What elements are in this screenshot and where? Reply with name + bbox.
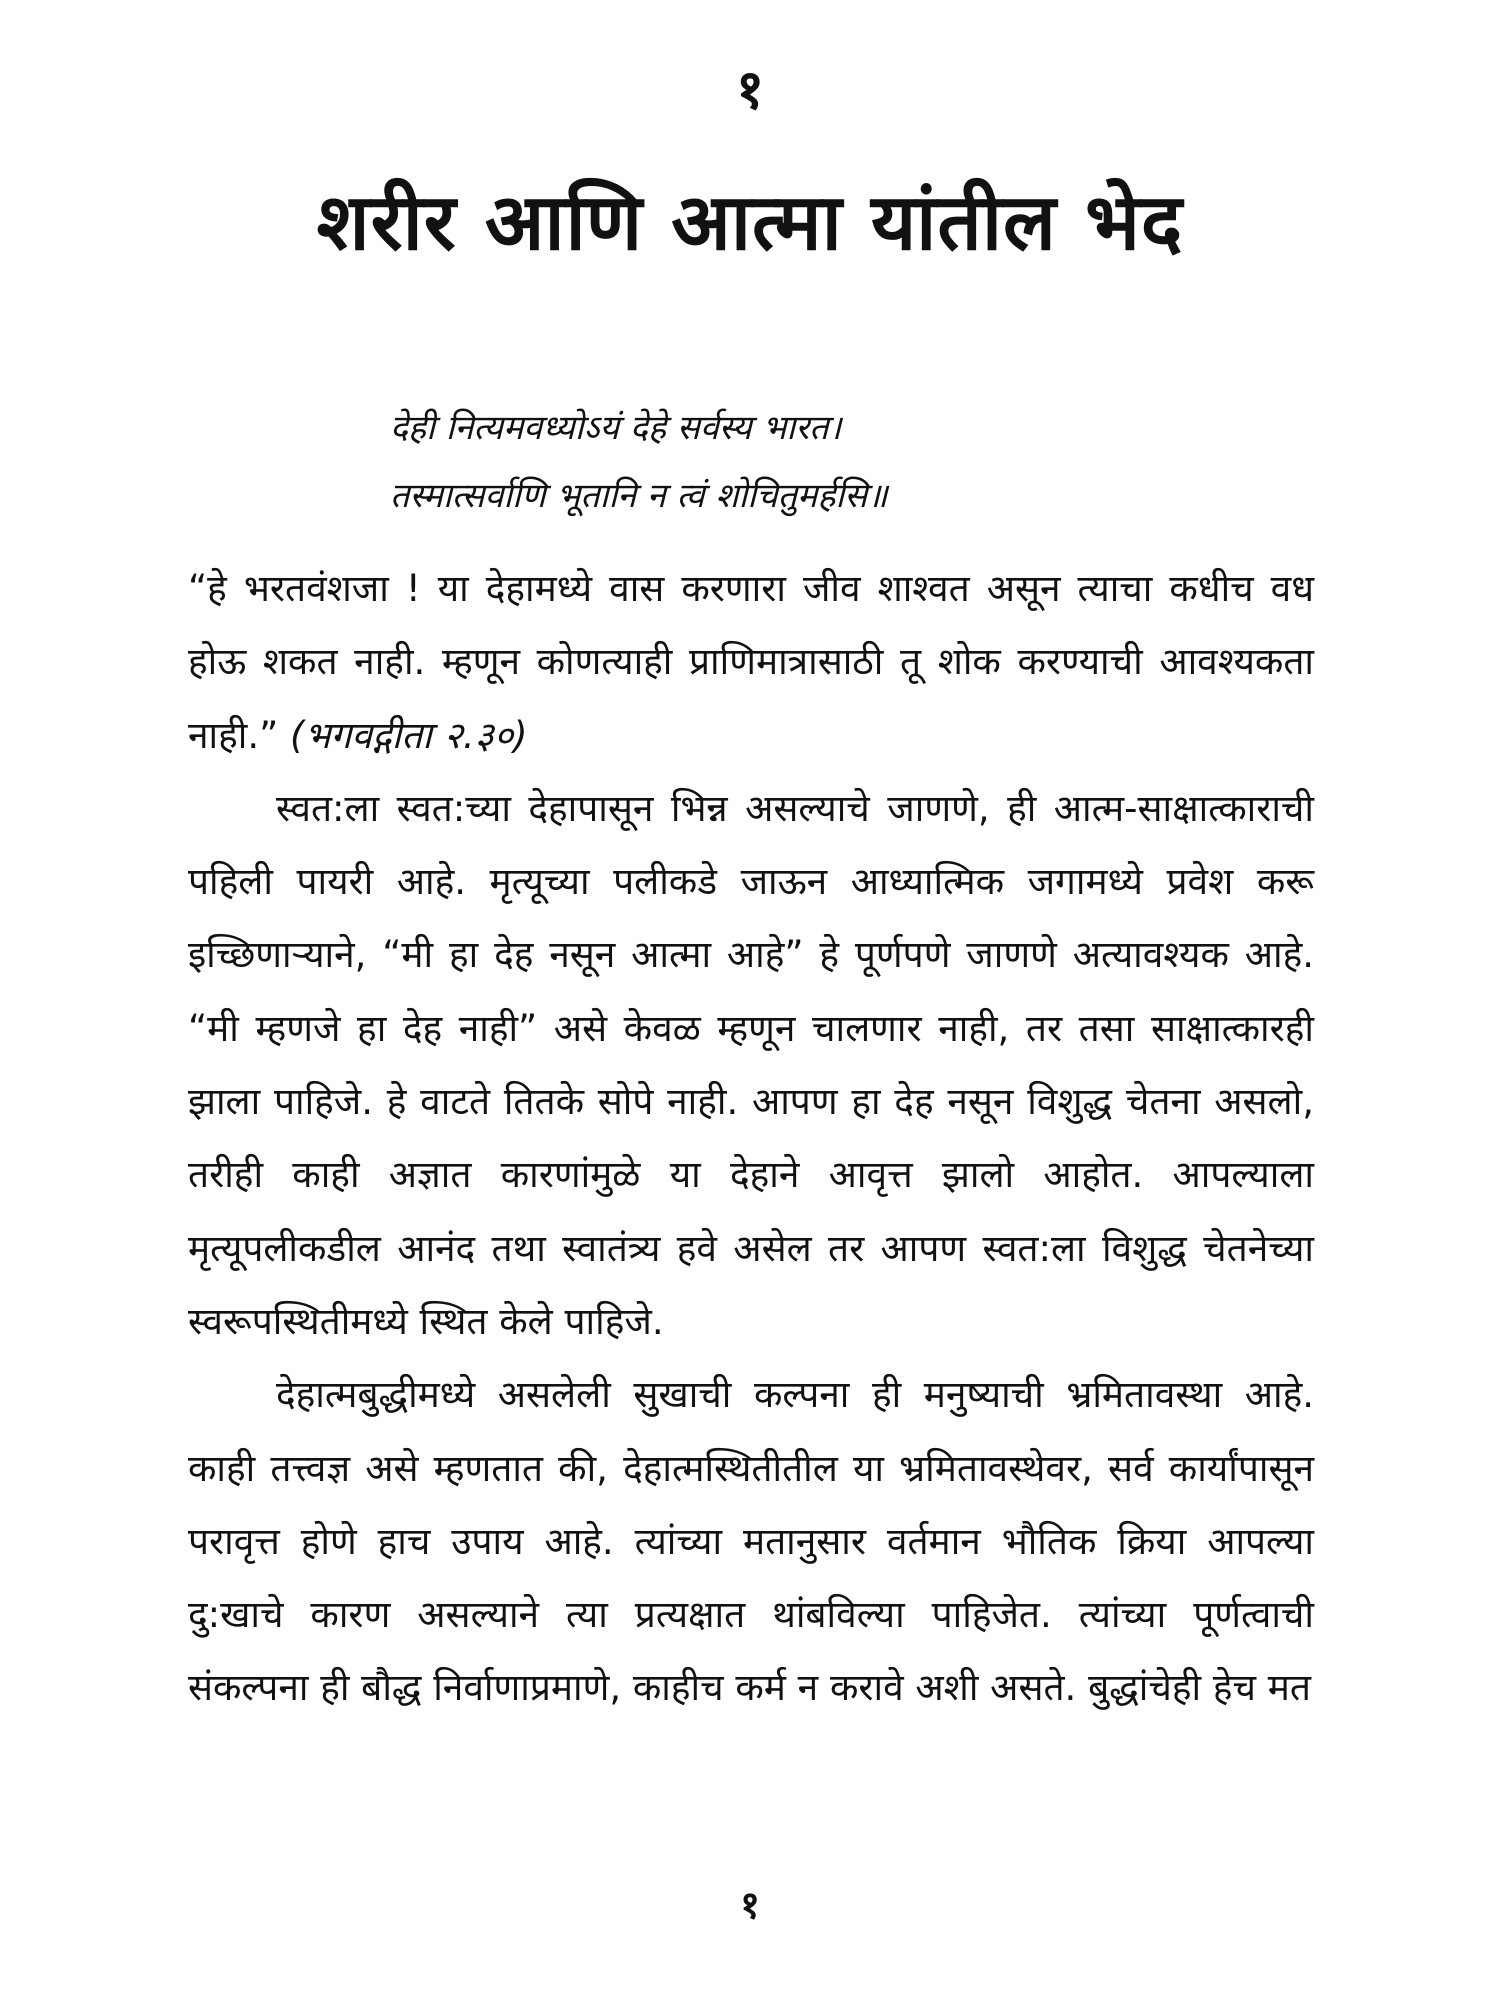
chapter-number: १ bbox=[735, 58, 765, 121]
body-text bbox=[188, 552, 1314, 1725]
translation-text: “हे भरतवंशजा ! या देहामध्ये वास करणारा जीव शाश्वत असून त्याचा कधीच वध होऊ शकत नाही. म्हणून कोणत्याही प्राणिमात्रासाठी तू शोक करण्याची आवश्यकता नाही.” bbox=[188, 567, 1314, 757]
page-number: १ bbox=[740, 1883, 760, 1927]
verse-line-2: तस्मात्सर्वाणि भूतानि न त्वं शोचितुमर्हसि॥ bbox=[390, 476, 888, 516]
chapter-title: शरीर आणि आत्मा यांतील भेद bbox=[316, 178, 1184, 268]
paragraph-2: देहात्मबुद्धीमध्ये असलेली सुखाची कल्पना ही मनुष्याची भ्रमितावस्था आहे. काही तत्त्वज्ञ असे म्हणतात की, देहात्मस्थितीतील या भ्रमितावस्थेवर, सर्व कार्यांपासून परावृत्त होणे हाच उपाय आहे. त्यांच्या मतानुसार वर्तमान भौतिक क्रिया आपल्या दु:खाचे कारण असल्याने त्या प्रत्यक्षात थांबविल्या पाहिजेत. त्यांच्या पूर्णत्वाची संकल्पना ही बौद्ध निर्वाणाप्रमाणे, काहीच कर्म न करावे अशी असते. बुद्धांचेही हेच मत bbox=[188, 1373, 1314, 1710]
verse-line-1: देही नित्यमवध्योऽयं देहे सर्वस्य भारत। bbox=[390, 408, 842, 448]
paragraph-1: स्वत:ला स्वत:च्या देहापासून भिन्न असल्याचे जाणणे, ही आत्म-साक्षात्काराची पहिली पायरी आहे. मृत्यूच्या पलीकडे जाऊन आध्यात्मिक जगामध्ये प्रवेश करू इच्छिणाऱ्याने, “मी हा देह नसून आत्मा आहे” हे पूर्णपणे जाणणे अत्यावश्यक आहे. “मी म्हणजे हा देह नाही” असे केवळ म्हणून चालणार नाही, तर तसा साक्षात्कारही झाला पाहिजे. हे वाटते तितके सोपे नाही. आपण हा देह नसून विशुद्ध चेतना असलो, तरीही काही अज्ञात कारणांमुळे या देहाने आवृत्त झालो आहोत. आपल्याला मृत्यूपलीकडील आनंद तथा स्वातंत्र्य हवे असेल तर आपण स्वत:ला विशुद्ध चेतनेच्या स्वरूपस्थितीमध्ये स्थित केले पाहिजे. bbox=[188, 786, 1314, 1343]
translation-paragraph bbox=[188, 552, 1314, 772]
verse-citation: (भगवद्गीता २.३०) bbox=[290, 713, 528, 757]
